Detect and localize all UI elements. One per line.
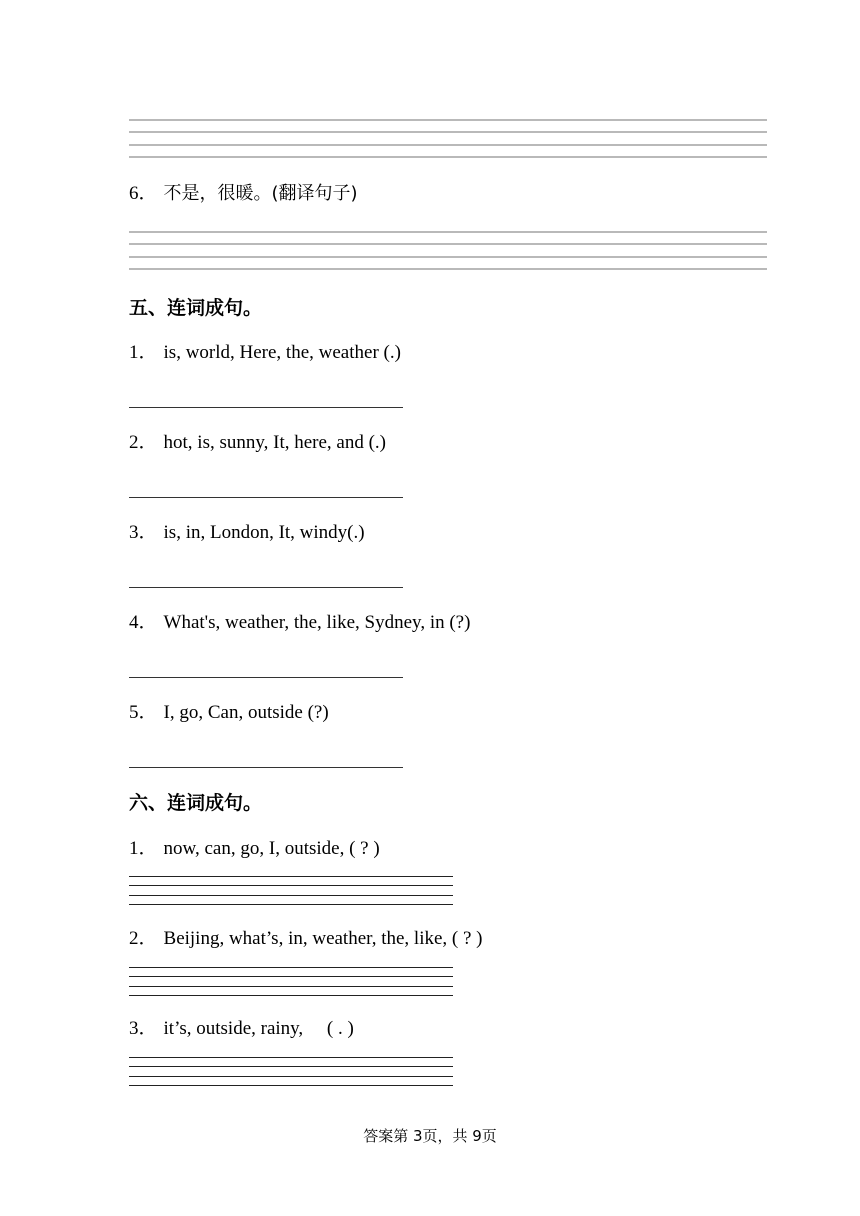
question-text: is, in, London, It, windy(.) [163, 522, 365, 543]
guide-line [129, 1066, 453, 1067]
question-number: 1． [129, 838, 158, 859]
guide-line [129, 231, 767, 233]
question-number: 5． [129, 702, 158, 723]
guide-line [129, 895, 453, 896]
guide-line [129, 885, 453, 886]
writing-guide-6-3[interactable] [129, 1057, 453, 1089]
question-text: hot, is, sunny, It, here, and (.) [163, 432, 387, 453]
guide-line [129, 256, 767, 258]
guide-line [129, 268, 767, 270]
question-6-translate [129, 182, 358, 206]
question-text: 不是，很暖。(翻译句子) [163, 183, 358, 204]
question-text: is, world, Here, the, weather (.) [163, 342, 401, 363]
guide-line [129, 1057, 453, 1058]
question-text: Beijing, what’s, in, weather, the, like, ( ? ) [163, 928, 483, 949]
question-number: 6． [129, 183, 158, 204]
question-text: What's, weather, the, like, Sydney, in (?) [163, 612, 471, 633]
page-footer: 答案第 3页，共 9页 [363, 1127, 497, 1145]
guide-line [129, 904, 453, 905]
answer-line-5-5[interactable] [129, 767, 403, 768]
writing-guide-6-1[interactable] [129, 876, 453, 908]
guide-line [129, 1076, 453, 1077]
section-5-heading: 五、连词成句。 [129, 297, 263, 319]
section-6-heading: 六、连词成句。 [129, 792, 263, 814]
guide-line [129, 976, 453, 977]
writing-guide-q6[interactable] [129, 231, 767, 271]
answer-line-5-1[interactable] [129, 407, 403, 408]
question-number: 2． [129, 928, 158, 949]
question-text: now, can, go, I, outside, ( ? ) [163, 838, 380, 859]
question-number: 2． [129, 432, 158, 453]
guide-line [129, 243, 767, 245]
question-number: 4． [129, 612, 158, 633]
section-6-question-3 [129, 1017, 354, 1041]
question-number: 3． [129, 522, 158, 543]
question-text: I, go, Can, outside (?) [163, 702, 329, 723]
answer-line-5-2[interactable] [129, 497, 403, 498]
section-5-question-3 [129, 521, 365, 545]
question-number: 1． [129, 342, 158, 363]
section-5-question-2 [129, 431, 386, 455]
section-5-question-4 [129, 611, 470, 635]
answer-line-5-3[interactable] [129, 587, 403, 588]
writing-guide-6-2[interactable] [129, 967, 453, 999]
guide-line [129, 995, 453, 996]
section-5-question-1 [129, 341, 401, 365]
question-text: it’s, outside, rainy, ( . ) [163, 1018, 354, 1039]
guide-line [129, 876, 453, 877]
guide-line [129, 967, 453, 968]
guide-line [129, 144, 767, 146]
section-5-question-5 [129, 701, 329, 725]
writing-guide-previous[interactable] [129, 119, 767, 159]
guide-line [129, 119, 767, 121]
guide-line [129, 1085, 453, 1086]
question-number: 3． [129, 1018, 158, 1039]
guide-line [129, 156, 767, 158]
guide-line [129, 986, 453, 987]
answer-line-5-4[interactable] [129, 677, 403, 678]
section-6-question-2 [129, 927, 483, 951]
section-6-question-1 [129, 837, 380, 861]
guide-line [129, 131, 767, 133]
